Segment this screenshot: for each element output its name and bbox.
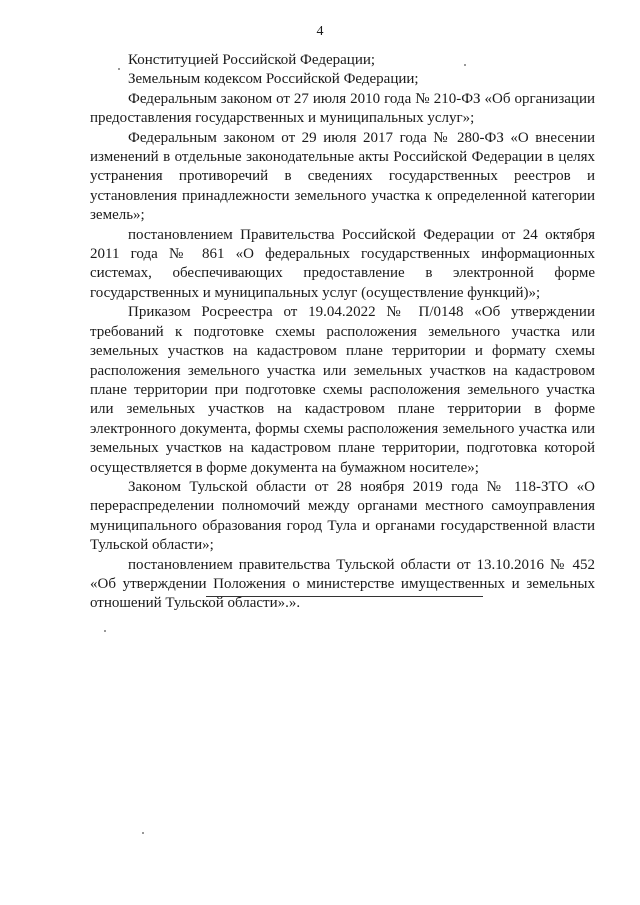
scan-speck (142, 832, 144, 834)
document-body (90, 51, 595, 614)
scan-speck (464, 64, 466, 66)
page-number: 4 (316, 24, 324, 39)
paragraph-government-decree-861: постановлением Правительства Российской Федерации от 24 октября 2011 года № 861 «О федеральных государственных информационных системах, обеспечивающих предоставление в электронной форме государственных и муниципальных услуг (осуществление функций)»; (90, 226, 595, 301)
paragraph-tula-law-118: Законом Тульской области от 28 ноября 2019 года № 118-ЗТО «О перераспределении полномочий между органами местного самоуправления муниципального образования город Тула и органами государственной власти Тульской области»; (90, 478, 595, 554)
paragraph-constitution: Конституцией Российской Федерации; (128, 52, 376, 68)
scan-speck (104, 630, 106, 632)
paragraph-federal-law-210: Федеральным законом от 27 июля 2010 года № 210-ФЗ «Об организации предоставления государственных и муниципальных услуг»; (90, 90, 595, 127)
paragraph-federal-law-280: Федеральным законом от 29 июля 2017 года № 280-ФЗ «О внесении изменений в отдельные законодательные акты Российской Федерации в целях устранения противоречий в сведениях государственных реестров и установления принадлежности земельного участка к определенной категории земель»; (90, 129, 595, 224)
paragraph-tula-decree-452: постановлением правительства Тульской области от 13.10.2016 № 452 «Об утверждении Положения о министерстве имущественных и земельных отношений Тульской области».». (90, 556, 595, 612)
end-separator-line (206, 596, 483, 597)
scan-speck (118, 68, 120, 70)
paragraph-land-code: Земельным кодексом Российской Федерации; (128, 71, 419, 88)
paragraph-rosreestr-order: Приказом Росреестра от 19.04.2022 № П/0148 «Об утверждении требований к подготовке схемы расположения земельного участка или земельных участков на кадастровом плане территории и формату схемы расположения земельного участка или земельных участков на кадастровом плане территории при подготовке схемы расположения земельного участка или земельных участков на кадастровом плане территории в форме электронного документа, формы схемы расположения земельного участка или земельных участков на кадастровом плане территории, подготовка которой осуществляется в форме документа на бумажном носителе»; (90, 304, 595, 476)
